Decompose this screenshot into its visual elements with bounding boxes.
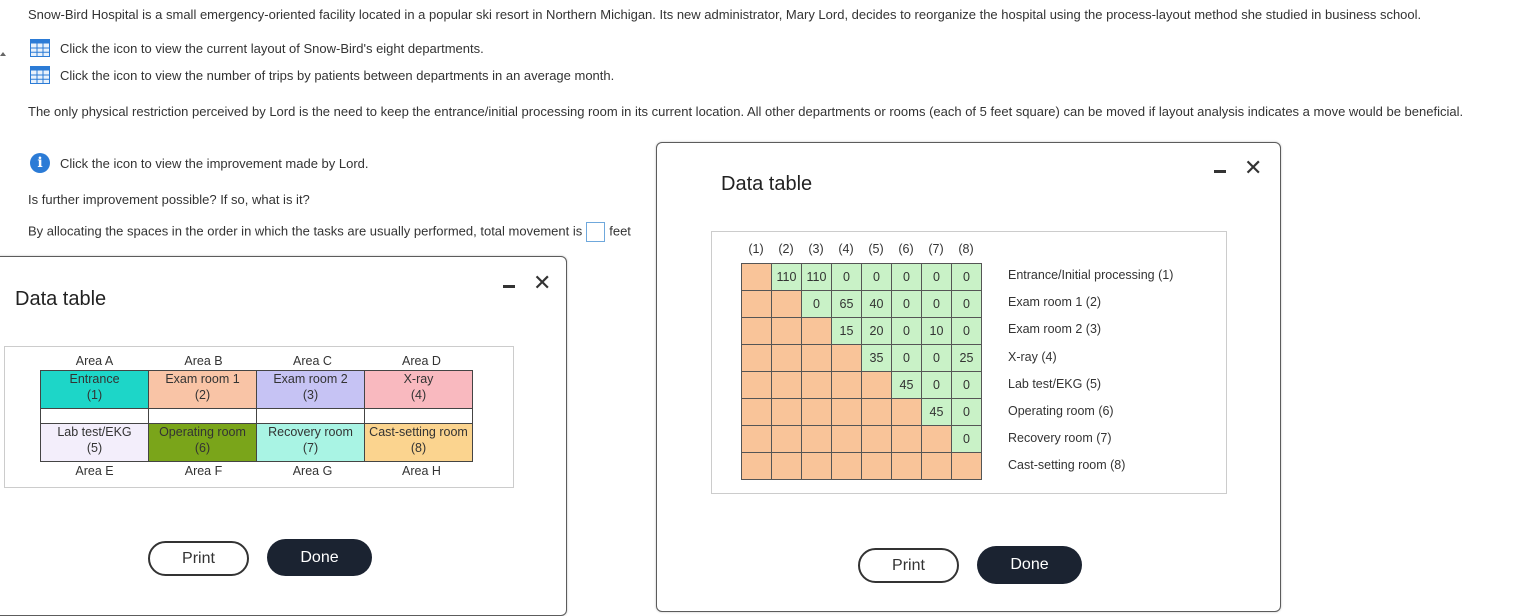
print-button[interactable]: Print <box>858 548 959 583</box>
answer-line <box>28 222 631 242</box>
matrix-cell <box>862 372 892 399</box>
matrix-cell <box>742 345 772 372</box>
matrix-cell <box>742 426 772 453</box>
matrix-cell <box>772 372 802 399</box>
col-header: (1) <box>748 242 764 256</box>
dept-cell-operating-room: Operating room (6) <box>148 423 257 462</box>
table-icon[interactable] <box>30 39 50 57</box>
matrix-cell <box>772 345 802 372</box>
col-header: (2) <box>778 242 794 256</box>
matrix-cell: 0 <box>952 372 982 399</box>
matrix-cell <box>742 453 772 480</box>
movement-answer-input[interactable] <box>586 222 605 242</box>
matrix-cell: 0 <box>892 291 922 318</box>
area-label: Area B <box>184 354 223 368</box>
matrix-cell <box>922 453 952 480</box>
spacer-cell <box>364 408 473 424</box>
dept-cell-cast-setting-room: Cast-setting room (8) <box>364 423 473 462</box>
matrix-cell <box>862 426 892 453</box>
matrix-row <box>742 345 982 372</box>
matrix-cell <box>742 291 772 318</box>
matrix-row <box>742 372 982 399</box>
matrix-cell: 0 <box>952 399 982 426</box>
matrix-cell: 0 <box>952 426 982 453</box>
problem-intro: Snow-Bird Hospital is a small emergency-oriented facility located in a popular ski resort in Northern Michigan. Its new administrator, Mary Lord, decides to reorganize the hospital using the process-layout method she studied in business school. <box>28 7 1422 22</box>
table-icon[interactable] <box>30 66 50 84</box>
dialog-title: Data table <box>15 288 107 310</box>
matrix-cell <box>802 372 832 399</box>
trips-dialog <box>656 142 1281 612</box>
close-icon[interactable]: ✕ <box>533 270 552 295</box>
matrix-cell: 10 <box>922 318 952 345</box>
matrix-cell <box>832 453 862 480</box>
trips-matrix <box>741 263 982 480</box>
dept-cell-xray: X-ray (4) <box>364 370 473 409</box>
area-label: Area C <box>293 354 332 368</box>
top-area-labels <box>40 354 476 368</box>
improvement-link-text: Click the icon to view the improvement made by Lord. <box>60 155 369 171</box>
further-question: Is further improvement possible? If so, what is it? <box>28 192 310 207</box>
matrix-row-labels <box>1008 268 1173 486</box>
spacer-cell <box>148 408 257 424</box>
matrix-cell: 0 <box>802 291 832 318</box>
area-label: Area G <box>292 464 333 478</box>
col-header: (3) <box>808 242 824 256</box>
matrix-cell: 45 <box>922 399 952 426</box>
area-label: Area E <box>75 464 114 478</box>
col-header: (7) <box>928 242 944 256</box>
matrix-cell <box>802 345 832 372</box>
row-label: Recovery room (7) <box>1008 431 1112 446</box>
matrix-cell: 0 <box>952 264 982 291</box>
matrix-cell <box>922 426 952 453</box>
matrix-row <box>742 426 982 453</box>
dept-cell-exam-room-2: Exam room 2 (3) <box>256 370 365 409</box>
layout-dialog <box>0 256 567 616</box>
matrix-row <box>742 318 982 345</box>
row-label: Exam room 1 (2) <box>1008 295 1102 310</box>
dept-cell-recovery-room: Recovery room (7) <box>256 423 365 462</box>
matrix-row <box>742 264 982 291</box>
matrix-cell: 0 <box>952 318 982 345</box>
layout-link-row[interactable] <box>30 39 484 57</box>
row-label: X-ray (4) <box>1008 349 1057 364</box>
answer-prefix: By allocating the spaces in the order in which the tasks are usually performed, total movement is <box>28 223 583 239</box>
col-header: (6) <box>898 242 914 256</box>
matrix-cell: 40 <box>862 291 892 318</box>
restriction-text: The only physical restriction perceived by Lord is the need to keep the entrance/initial processing room in its current location. All other departments or rooms (each of 5 feet square) can be moved if layout analysis indicates a move would be beneficial. <box>28 104 1464 119</box>
dept-cell-exam-room-1: Exam room 1 (2) <box>148 370 257 409</box>
row-label: Cast-setting room (8) <box>1008 458 1126 473</box>
matrix-cell: 110 <box>772 264 802 291</box>
done-button[interactable]: Done <box>267 539 372 576</box>
matrix-cell: 0 <box>922 345 952 372</box>
matrix-cell: 0 <box>922 372 952 399</box>
matrix-cell <box>742 372 772 399</box>
matrix-column-headers <box>741 242 981 256</box>
matrix-cell <box>832 426 862 453</box>
matrix-cell: 110 <box>802 264 832 291</box>
done-button[interactable]: Done <box>977 546 1082 584</box>
matrix-cell <box>862 453 892 480</box>
layout-bottom-row <box>40 423 473 462</box>
area-label: Area F <box>184 464 223 478</box>
matrix-cell <box>802 426 832 453</box>
matrix-cell: 35 <box>862 345 892 372</box>
answer-unit: feet <box>609 223 631 239</box>
matrix-cell <box>772 291 802 318</box>
matrix-cell: 20 <box>862 318 892 345</box>
matrix-cell <box>742 318 772 345</box>
matrix-cell <box>832 399 862 426</box>
col-header: (5) <box>868 242 884 256</box>
dialog-title: Data table <box>721 173 813 195</box>
trips-link-text: Click the icon to view the number of trips by patients between departments in an average month. <box>60 67 615 83</box>
bottom-area-labels <box>40 464 476 478</box>
minimize-icon[interactable] <box>503 285 515 288</box>
spacer-cell <box>40 408 149 424</box>
matrix-cell <box>862 399 892 426</box>
row-label: Operating room (6) <box>1008 403 1114 418</box>
matrix-cell <box>802 318 832 345</box>
matrix-cell <box>772 318 802 345</box>
matrix-cell <box>772 453 802 480</box>
matrix-cell: 0 <box>952 291 982 318</box>
row-label: Lab test/EKG (5) <box>1008 376 1102 391</box>
matrix-cell <box>772 399 802 426</box>
matrix-cell: 0 <box>892 345 922 372</box>
col-header: (4) <box>838 242 854 256</box>
matrix-cell <box>802 453 832 480</box>
matrix-cell <box>892 426 922 453</box>
matrix-cell: 0 <box>892 264 922 291</box>
close-icon[interactable]: ✕ <box>1244 155 1263 180</box>
trips-link-row[interactable] <box>30 66 614 84</box>
matrix-cell <box>742 399 772 426</box>
matrix-cell <box>892 399 922 426</box>
info-icon[interactable]: i <box>30 153 50 173</box>
matrix-cell <box>832 372 862 399</box>
matrix-cell <box>832 345 862 372</box>
matrix-cell: 15 <box>832 318 862 345</box>
matrix-cell: 0 <box>892 318 922 345</box>
dept-cell-lab-test: Lab test/EKG (5) <box>40 423 149 462</box>
scroll-marker <box>0 52 6 56</box>
matrix-cell: 25 <box>952 345 982 372</box>
matrix-cell <box>742 264 772 291</box>
layout-top-row <box>40 370 473 409</box>
matrix-cell: 0 <box>922 291 952 318</box>
matrix-cell: 45 <box>892 372 922 399</box>
dept-cell-entrance: Entrance (1) <box>40 370 149 409</box>
print-button[interactable]: Print <box>148 541 249 576</box>
matrix-cell <box>892 453 922 480</box>
improvement-link-row[interactable] <box>30 153 369 173</box>
matrix-cell <box>802 399 832 426</box>
layout-spacer-row <box>40 408 473 424</box>
minimize-icon[interactable] <box>1214 170 1226 173</box>
spacer-cell <box>256 408 365 424</box>
row-label: Entrance/Initial processing (1) <box>1008 268 1174 282</box>
matrix-cell: 65 <box>832 291 862 318</box>
layout-link-text: Click the icon to view the current layout of Snow-Bird's eight departments. <box>60 40 484 56</box>
area-label: Area H <box>402 464 441 478</box>
matrix-cell: 0 <box>832 264 862 291</box>
matrix-row <box>742 453 982 480</box>
matrix-cell <box>772 426 802 453</box>
area-label: Area D <box>402 354 441 368</box>
matrix-row <box>742 399 982 426</box>
col-header: (8) <box>958 242 974 256</box>
matrix-cell <box>952 453 982 480</box>
row-label: Exam room 2 (3) <box>1008 322 1102 337</box>
matrix-row <box>742 291 982 318</box>
matrix-cell: 0 <box>922 264 952 291</box>
area-label: Area A <box>75 354 114 368</box>
matrix-cell: 0 <box>862 264 892 291</box>
